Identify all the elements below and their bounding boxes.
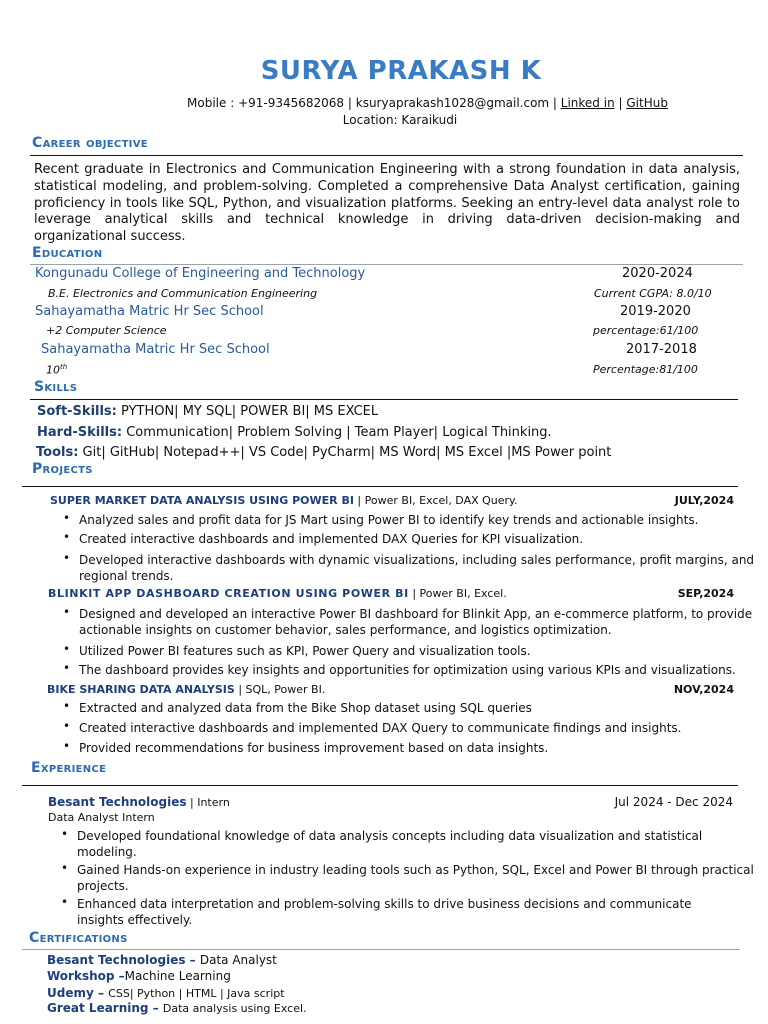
- education-years: 2017-2018: [626, 342, 697, 357]
- education-score: percentage:61/100: [593, 324, 699, 337]
- project-date: JULY,2024: [674, 494, 734, 507]
- certification-item: Besant Technologies – Data Analyst: [47, 953, 277, 967]
- education-course: 10th: [46, 363, 68, 377]
- tools: Tools: Git| GitHub| Notepad++| VS Code| PyCharm| MS Word| MS Excel |MS Power point: [36, 445, 612, 460]
- divider: [30, 155, 743, 156]
- contact-line: Mobile : +91-9345682068 | ksuryaprakash1028@gmail.com | Linked in | GitHub: [187, 96, 668, 110]
- skills-heading: Skills: [34, 379, 78, 395]
- list-item: • Provided recommendations for business improvement based on data insights.: [63, 739, 549, 755]
- list-item-continued: actionable insights on customer behavior, sales performance, and logistics optimization.: [79, 623, 612, 637]
- list-item: • Created interactive dashboards and implemented DAX Query to communicate findings and insights.: [63, 719, 682, 735]
- education-course: +2 Computer Science: [46, 324, 167, 337]
- email[interactable]: ksuryaprakash1028@gmail.com: [355, 96, 550, 110]
- project-title: BIKE SHARING DATA ANALYSIS | SQL, Power BI.: [47, 683, 326, 696]
- projects-heading: Projects: [32, 461, 93, 477]
- experience-heading: Experience: [31, 760, 107, 776]
- education-score: Current CGPA: 8.0/10: [594, 287, 712, 300]
- list-item: • The dashboard provides key insights and opportunities for optimization using various KPIs and visualizations.: [63, 661, 736, 677]
- project-title: BLINKIT APP DASHBOARD CREATION USING POWER BI | Power BI, Excel.: [48, 587, 507, 600]
- experience-dates: Jul 2024 - Dec 2024: [614, 795, 733, 809]
- list-item: • Developed interactive dashboards with dynamic visualizations, including sales performance, profit margins, and: [63, 551, 755, 567]
- linkedin-link[interactable]: Linked in: [560, 96, 615, 110]
- list-item: • Extracted and analyzed data from the Bike Shop dataset using SQL queries: [63, 699, 532, 715]
- list-item: • Enhanced data interpretation and problem-solving skills to drive business decisions and communicate: [61, 895, 692, 911]
- divider: [22, 486, 738, 487]
- certifications-heading: Certifications: [29, 930, 128, 946]
- certification-item: Great Learning – Data analysis using Excel.: [47, 1001, 307, 1015]
- list-item: • Created interactive dashboards and implemented DAX Queries for KPI visualization.: [63, 530, 584, 546]
- hard-skills: Hard-Skills: Communication| Problem Solving | Team Player| Logical Thinking.: [37, 425, 552, 440]
- mobile: Mobile : +91-9345682068: [187, 96, 345, 110]
- experience-company: Besant Technologies | Intern: [48, 795, 230, 809]
- career-heading: Career objective: [32, 135, 148, 151]
- project-date: SEP,2024: [677, 587, 734, 600]
- education-score: Percentage:81/100: [593, 363, 698, 376]
- github-link[interactable]: GitHub: [626, 96, 668, 110]
- list-item-continued: insights effectively.: [77, 913, 193, 927]
- list-item-continued: modeling.: [77, 845, 137, 859]
- list-item-continued: projects.: [77, 879, 129, 893]
- soft-skills: Soft-Skills: PYTHON| MY SQL| POWER BI| MS EXCEL: [37, 404, 379, 419]
- experience-role: Data Analyst Intern: [48, 811, 155, 824]
- list-item-continued: regional trends.: [79, 569, 174, 583]
- divider: [30, 399, 738, 400]
- certification-item: Udemy – CSS| Python | HTML | Java script: [47, 986, 285, 1000]
- education-years: 2019-2020: [620, 304, 691, 319]
- location: Location: Karaikudi: [342, 113, 458, 127]
- list-item: • Analyzed sales and profit data for JS Mart using Power BI to identify key trends and actionable insights.: [63, 511, 699, 527]
- list-item: • Utilized Power BI features such as KPI, Power Query and visualization tools.: [63, 642, 531, 658]
- list-item: • Designed and developed an interactive Power BI dashboard for Blinkit App, an e-commerce platform, to provide: [63, 605, 753, 621]
- list-item: • Gained Hands-on experience in industry leading tools such as Python, SQL, Excel and Power BI through practical: [61, 861, 754, 877]
- education-course: B.E. Electronics and Communication Engineering: [48, 287, 318, 300]
- education-institution: Sahayamatha Matric Hr Sec School: [41, 342, 270, 357]
- divider: [22, 949, 740, 950]
- education-heading: Education: [32, 245, 103, 261]
- certification-item: Workshop –Machine Learning: [47, 969, 231, 983]
- project-title: SUPER MARKET DATA ANALYSIS USING POWER BI | Power BI, Excel, DAX Query.: [50, 494, 518, 507]
- career-text: Recent graduate in Electronics and Communication Engineering with a strong foundation in data analysis, statistical modeling, and problem-solving. Completed a comprehensive Data Analyst certification, gaining proficiency in tools like SQL, Python, and visualization platforms. Seeking an entry-level data analyst role to leverage analytical skills and technical knowledge in driving data-driven decision-making and organizational success.: [34, 162, 740, 245]
- education-institution: Kongunadu College of Engineering and Technology: [35, 266, 366, 281]
- project-date: NOV,2024: [673, 683, 734, 696]
- education-years: 2020-2024: [622, 266, 693, 281]
- divider: [22, 785, 738, 786]
- education-institution: Sahayamatha Matric Hr Sec School: [35, 304, 264, 319]
- divider: [30, 264, 743, 265]
- list-item: • Developed foundational knowledge of data analysis concepts including data visualization and statistical: [61, 827, 703, 843]
- candidate-name: SURYA PRAKASH K: [260, 56, 542, 86]
